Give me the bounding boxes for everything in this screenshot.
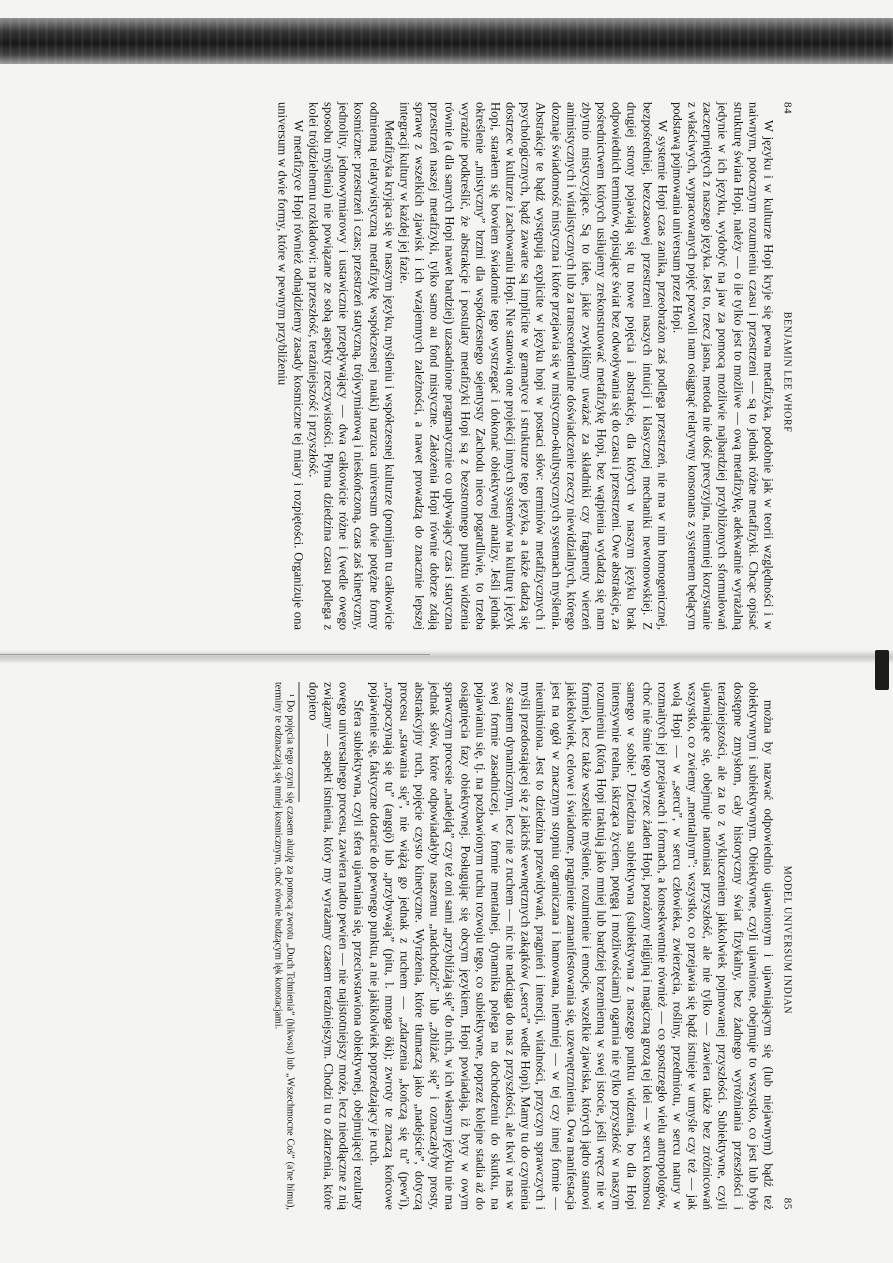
page-84 [0, 96, 893, 636]
book-gutter [0, 650, 893, 664]
page-84-number: 84 [781, 102, 793, 115]
page-84-header [775, 96, 793, 636]
scanner-edge-shadow [0, 18, 893, 64]
footnote-rule [298, 682, 299, 802]
page-84-paragraph: W metafizyce Hopi również odnajdziemy zasady kosmiczne tej miary i rozpiętości. Organizuje ona universum w dwie formy, które w pewnym przybliżeniu [275, 102, 305, 630]
page-84-paragraph: Metafizyka kryjąca się w naszym języku, myśleniu i współczesnej kulturze (pomijam tu całkowicie odmienną relatywistyczną metafizykę współczesnej nauki) narzuca universum dwie potężne formy kosmiczne: przestrzeń i czas; przestrzeń statyczną, trójwymiarową i nieskończoną, czas zaś kinetyczny, jednolity, jednowymiarowy i ustawicznie przepływający — dwa całkowicie różne i (wedle owego sposobu myślenia) nie powiązane ze sobą aspekty rzeczywistości. Płynna dziedzina czasu podlega z kolei trójdzielnemu rozkładowi: na przeszłość, teraźniejszość i przyszłość. [305, 102, 396, 630]
page-85-paragraph: Sfera subiektywna, czyli sfera ujawniania się, przeciwstawiona obiektywnej, obejmującej rezultaty owego universalnego procesu, zawiera nadto pewien — nie najistotniejszy może, lecz nieodłączne z nią związany — aspekt istnienia, który my wyrażamy czasem teraźniejszym. Chodzi tu o zdarzenia, które dopiero [305, 682, 366, 1210]
page-85 [0, 676, 893, 1216]
page-85-rotated-content [100, 676, 793, 1216]
page-85-number: 85 [781, 1197, 793, 1210]
page-85-header [775, 676, 793, 1216]
page-84-paragraph: W systemie Hopi czas zanika, przeobrażon zaś podlega przestrzeń, nie ma w nim homogenicznej, bezpośredniej, bezczasowej przestrzeni naszych intuicji i klasycznej mechaniki newtonowskiej. Z drugiej strony pojawiają się tu nowe pojęcia i abstrakcje, dla których w naszym języku brak odpowiednich terminów, opisujące świat bez odwoływania się do czasu i przestrzeni. Owe abstrakcje, za pośrednictwem których usiłujemy zrekonstruować metafizykę Hopi, bez wątpienia wydadzą się nam zbytnio mistyczyjące. Są to idee, jakie zwykliśmy uważać za składniki czy fragmenty wierzeń animistycznych i witalistycznych lub za transcendentalne doświadczenie rzeczy niewidzialnych, którego doznaje świadomość mistyczna i które przejawia się w mistyczno-okultystycznych systemach myślenia. Abstrakcje te bądź występują explicite w języku hopi w postaci słów: terminów metafizycznych i psychologicznych, bądź zawarte są implicite w gramatyce i strukturze tego języka, a także dadzą się dostrzec w kulturze i zachowaniu Hopi. Nie stanowią one projekcji innych systemów na kulturę i język Hopi, starałem się bowiem świadomie tego wystrzegać i dokonać obiektywnej analizy. Jeśli jednak określenie „mistyczny” brzmi dla współczesnego sejentysty Zachodu nieco pogardliwie, to trzeba wyraźnie podkreślić, że abstrakcje i postulaty metafizyki Hopi są z bezstronnego punktu widzenia równie (a dla samych Hopi nawet bardziej) uzasadnione pragmatycznie co upływający czas i statyczna przestrzeń naszej metafizyki, tylko samo au fond mistyczne. Założenia Hopi równie dobrze zdają sprawę z wszelkich zjawisk i ich wzajemnych zależności, a nawet prowadzą do znacznie lepszej integracji kultury w każdej jej fazie. [396, 102, 669, 630]
page-85-paragraph: można by nazwać odpowiednio ujawnionym i ujawniającym się (lub niejawnym) bądź też obiektywnym i subiektywnym. Obiektywne, czyli ujawnione, obejmuje to wszystko, co jest lub było dostępne zmysłom, cały historyczny świat fizykalny, bez żadnego wyróżniania przeszłości i teraźniejszości, ale za to z wykluczeniem jakkolwiek pojmowanej przyszłości. Subiektywne, czyli ujawniające się, obejmuje natomiast przyszłość, ale nie tylko — zawiera także bez zróżnicowań wszystko, co zwiemy „mentalnym”: wszystko, co przejawia się bądź istnieje w umyśle czy też — jak wolą Hopi — w „sercu”, w sercu człowieka, zwierzęcia, rośliny, przedmiotu, w sercu natury w rozmaitych jej przejawach i formach, a konsekwentnie również — co spostrzegło wielu antropologów, choć nie śmie tego wyrzec żaden Hopi, porażony religijną i magiczną grozą tej idei — w sercu kosmosu samego w sobie.¹ Dziedzina subiektywna (subiektywna z naszego punktu widzenia, bo dla Hopi intensywnie realna, iskrząca życiem, potęgą i możliwościami) ogarnia nie tylko przyszłość w naszym rozumieniu (którą Hopi traktują jako mniej lub bardziej brzemienną w swej istocie, jeśli wręcz nie w formie), lecz także wszelkie myślenie, rozumienie i emocje, wszelkie zjawiska, których jądro stanowi jakiekolwiek, celowe i świadome, pragnienie zamanifestowania się, uzewnętrznienia. Owa manifestacja jest na ogół w znacznym stopniu ograniczana i hamowana, niemniej — w tej czy innej formie — nieunikniona. Jest to dziedzina przewidywań, pragnień i intencji, witalności, przyczyn sprawczych i myśli przedostającej się z jakichś wewnętrznych zakątków („serca” wedle Hopi). Mamy tu do czynienia ze stanem dynamicznym, lecz nie z ruchem — nic nie nadciąga do nas z przyszłości, ale tkwi w nas w swej formie zasadniczej, w formie mentalnej, dynamika polega na dochodzeniu do skutku, na pojawianiu się, tj. na pozbawionym ruchu rozwoju tego, co subiektywne, poprzez kolejne stadia aż do osiągnięcia fazy obiektywnej. Posługując się obcym językiem, Hopi powiadają, iż byty w owym sprawczym procesie „nadejdą” czy też oni sami „przybliżają się” do nich, w ich własnym języku nie ma jednak słów, które odpowiadałyby naszemu „nadchodzić” lub „zbliżać się” i oznaczałyby prosty, abstrakcyjny ruch, pojęcie czysto kinetyczne. Wyrażenia, które tłumaczą jako „nadejście”, dotyczą procesu „stawania się”, nie wiążą go jednak z ruchem — „zdarzenia „kończą się tu” (pew'i), „rozpoczynają się tu” (angqö) lub „przybywają” (pitu, l. mnoga öki); zwroty te znaczą końcowe pojawienie się, faktyczne dotarcie do pewnego punktu, a nie jakikolwiek poprzedzający je ruch. [366, 682, 775, 1210]
page-85-body [305, 676, 775, 1216]
page-85-running-head: MODEL UNIVERSUM INDIAN [781, 865, 792, 1015]
page-84-paragraph: W języku i w kulturze Hopi kryje się pewna metafizyka, podobnie jak w teorii względności i w naiwnym, potocznym rozumieniu czasu i przestrzeni — są to jednak różne metafizyki. Chcąc opisać strukturę świata Hopi, należy — o ile tylko jest to możliwe — ową metafizykę, adekwatnie wyrażalną jedynie w ich języku, wydobyć na jaw za pomocą możliwie najbardziej przybliżonych sformułowań zaczerpniętych z naszego języka. Jest to, rzecz jasna, metoda nie dość precyzyjna, niemniej korzystanie z właściwych, wypracowanych pojęć pozwoli nam osiągnąć relatywny konsonans z systemem będącym podstawą pojmowania universum przez Hopi. [669, 102, 775, 630]
page-85-footnote: ¹ Do pojęcia tego czyni się czasem aluzję za pomocą zwrotu „Duch Tchnienia” (hikwsu) lub „Wszechmocne Coś” (a'ne himu), terminy te odznaczają się mniej kosmicznym, choć równie budzącym lęk konotacjami. [271, 682, 295, 1210]
page-84-body [274, 96, 775, 636]
page-84-rotated-content [100, 96, 793, 636]
page-84-running-head: BENJAMIN LEE WHORF [781, 311, 792, 433]
